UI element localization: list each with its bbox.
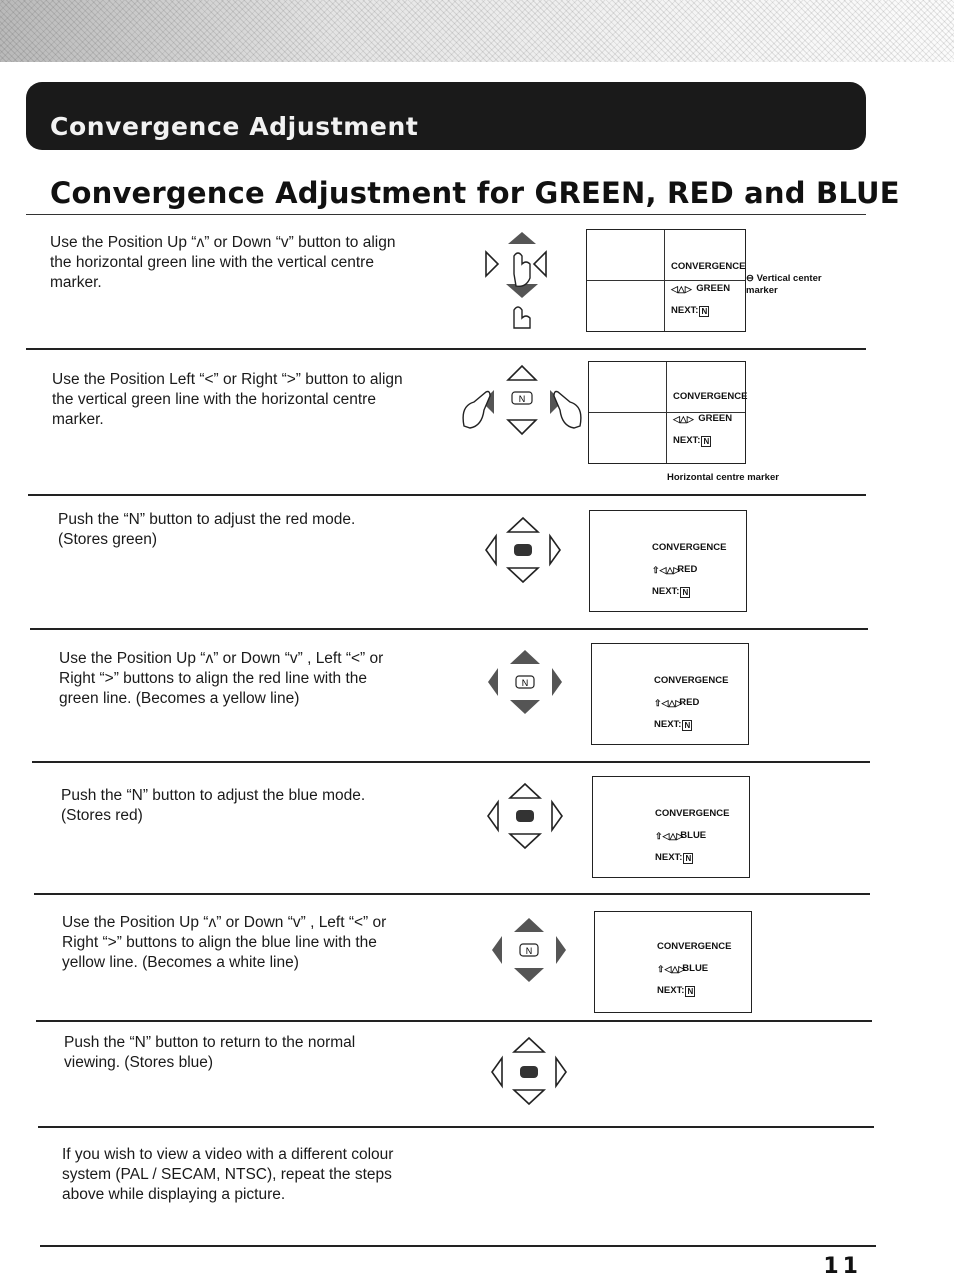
step-divider — [26, 348, 866, 350]
page-title: Convergence Adjustment for GREEN, RED and BLUE — [50, 176, 900, 210]
n-box-icon: N — [701, 306, 708, 316]
osd-panel — [671, 256, 745, 322]
tv-screen-1 — [586, 229, 746, 332]
section-banner — [26, 82, 866, 150]
osd-heading: CONVERGENCE — [657, 941, 732, 952]
osd-mode: GREEN — [698, 413, 733, 424]
step-divider — [32, 761, 870, 763]
osd-arrows-icon: ⇧◁△▷ — [652, 565, 681, 575]
osd-arrows-icon: ◁△▷ — [673, 414, 694, 424]
banner-title: Convergence Adjustment — [50, 112, 419, 141]
step-divider — [28, 494, 866, 496]
osd-panel — [652, 537, 726, 603]
osd-arrows-icon: ⇧◁△▷ — [655, 831, 684, 841]
remote-n-button-icon — [484, 778, 566, 856]
osd-next: NEXT: — [673, 435, 701, 446]
tv-screen-6 — [594, 911, 752, 1013]
scanned-header-texture — [0, 0, 954, 62]
remote-up-down-icon — [476, 228, 566, 334]
step-6-text: Use the Position Up “ʌ” or Down “v” , Left “<” or Right “>” buttons to align the blue line with the yellow line. (Becomes a white line) — [62, 914, 387, 971]
osd-next: NEXT: — [671, 305, 699, 316]
osd-panel — [657, 936, 731, 1002]
osd-arrows-icon: ⇧◁△▷ — [654, 698, 683, 708]
tv-screen-2 — [588, 361, 746, 464]
osd-heading: CONVERGENCE — [655, 808, 730, 819]
osd-heading: CONVERGENCE — [652, 542, 727, 553]
osd-next: NEXT: — [655, 852, 683, 863]
osd-mode: GREEN — [696, 283, 731, 294]
horizontal-centre-marker-note: Horizontal centre marker — [667, 472, 779, 483]
osd-mode: RED — [679, 697, 700, 708]
osd-heading: CONVERGENCE — [654, 675, 729, 686]
osd-mode: BLUE — [682, 963, 709, 974]
step-4-text: Use the Position Up “ʌ” or Down “v” , Left “<” or Right “>” buttons to align the red line with the green line. (Becomes a yellow line) — [59, 650, 384, 707]
remote-arrow-cluster-icon — [484, 646, 566, 720]
remote-left-right-icon — [460, 362, 584, 436]
osd-arrows-icon: ⇧◁△▷ — [657, 964, 686, 974]
step-divider — [36, 1020, 872, 1022]
n-key-icon: N — [521, 678, 529, 688]
osd-heading: CONVERGENCE — [673, 391, 748, 402]
step-2-text: Use the Position Left “<” or Right “>” button to align the vertical green line with the horizontal centre marker. — [52, 371, 403, 428]
osd-next: NEXT: — [657, 985, 685, 996]
step-divider — [34, 893, 870, 895]
tv-screen-3 — [589, 510, 747, 612]
n-key-icon: N — [518, 394, 526, 404]
step-3-text: Push the “N” button to adjust the red mode. (Stores green) — [58, 511, 356, 548]
remote-arrow-cluster-icon — [488, 912, 570, 988]
n-box-icon: N — [684, 720, 691, 730]
step-1-text: Use the Position Up “ʌ” or Down “v” button to align the horizontal green line with the vertical centre marker. — [50, 234, 396, 291]
osd-arrows-icon: ◁△▷ — [671, 284, 692, 294]
tv-screen-4 — [591, 643, 749, 745]
page-number: 11 — [823, 1254, 862, 1279]
tv-screen-5 — [592, 776, 750, 878]
vertical-center-marker-note: ⊖ Vertical center marker — [746, 273, 822, 296]
step-5-text: Push the “N” button to adjust the blue mode. (Stores red) — [61, 787, 366, 824]
step-divider — [30, 628, 868, 630]
colour-system-note: If you wish to view a video with a different colour system (PAL / SECAM, NTSC), repeat the steps above while displaying a picture. — [62, 1146, 394, 1203]
n-box-icon: N — [685, 853, 692, 863]
remote-n-button-icon — [482, 510, 564, 592]
step-7-text: Push the “N” button to return to the normal viewing. (Stores blue) — [64, 1034, 356, 1071]
n-key-icon: N — [525, 946, 533, 956]
osd-mode: BLUE — [680, 830, 707, 841]
title-divider — [26, 214, 866, 215]
osd-heading: CONVERGENCE — [671, 261, 746, 272]
step-divider — [38, 1126, 874, 1128]
footer-rule — [40, 1245, 876, 1247]
osd-next: NEXT: — [654, 719, 682, 730]
osd-next: NEXT: — [652, 586, 680, 597]
osd-panel — [673, 386, 747, 452]
n-box-icon: N — [687, 986, 694, 996]
osd-mode: RED — [677, 564, 698, 575]
n-box-icon: N — [682, 587, 689, 597]
n-box-icon: N — [703, 436, 710, 446]
remote-n-button-icon — [488, 1032, 570, 1110]
osd-panel — [655, 803, 729, 869]
osd-panel — [654, 670, 728, 736]
